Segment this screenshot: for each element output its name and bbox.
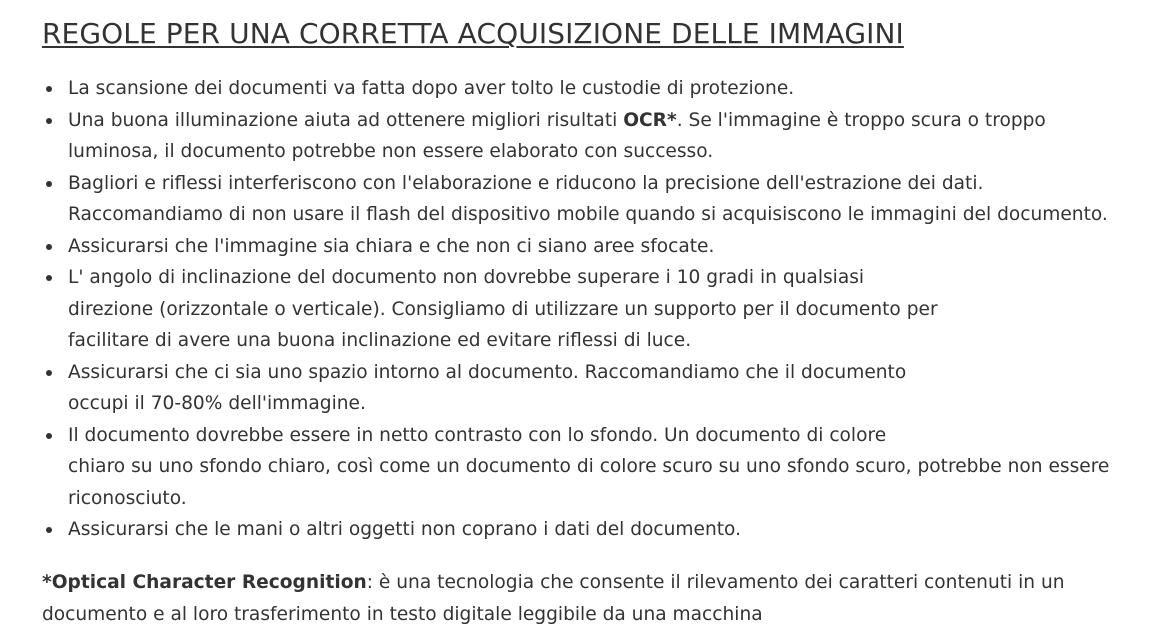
ocr-term: OCR* [623,110,677,131]
ocr-footnote [42,567,1162,630]
rule-text: Raccomandiamo di non usare il flash del dispositivo mobile quando si acquisiscono le immagini del documento. [68,199,1163,231]
rule-text: riconosciuto. [68,483,1163,515]
bullet-icon [46,433,52,439]
rule-text: Il documento dovrebbe essere in netto contrasto con lo sfondo. Un documento di colore [68,420,1163,452]
rule-item-angle [68,262,1163,357]
rule-item-margin [68,357,1163,420]
bullet-icon [46,244,52,250]
rule-item-lighting [68,105,1163,168]
rule-item-scan [68,73,1163,105]
footnote-line [42,567,1162,599]
rule-text: Assicurarsi che l'immagine sia chiara e che non ci siano aree sfocate. [68,231,1163,263]
rule-text-suffix: . Se l'immagine è troppo scura o troppo [677,110,1046,131]
rule-text-prefix: Una buona illuminazione aiuta ad ottenere migliori risultati [68,110,623,131]
rule-text: chiaro su uno sfondo chiaro, così come un documento di colore scuro su uno sfondo scuro, potrebbe non essere [68,451,1163,483]
rule-text: Assicurarsi che ci sia uno spazio intorno al documento. Raccomandiamo che il documento [68,357,1163,389]
rule-text: direzione (orizzontale o verticale). Consigliamo di utilizzare un supporto per il documento per [68,294,1163,326]
bullet-icon [46,181,52,187]
rules-list [68,73,1163,546]
rule-item-clarity [68,231,1163,263]
rule-text: L' angolo di inclinazione del documento non dovrebbe superare i 10 gradi in qualsiasi [68,262,1163,294]
rule-text [68,105,1163,137]
footnote-line: documento e al loro trasferimento in testo digitale leggibile da una macchina [42,599,1162,630]
rule-text: Bagliori e riflessi interferiscono con l'elaborazione e riducono la precisione dell'estrazione dei dati. [68,168,1163,200]
rule-text: La scansione dei documenti va fatta dopo aver tolto le custodie di protezione. [68,73,1163,105]
footnote-definition: : è una tecnologia che consente il rilevamento dei caratteri contenuti in un [367,572,1065,593]
rule-item-obstruction [68,514,1163,546]
footnote-term: *Optical Character Recognition [42,572,367,593]
rule-text: occupi il 70-80% dell'immagine. [68,388,1163,420]
bullet-icon [46,527,52,533]
rule-text: luminosa, il documento potrebbe non essere elaborato con successo. [68,136,1163,168]
rule-text: Assicurarsi che le mani o altri oggetti non coprano i dati del documento. [68,514,1163,546]
bullet-icon [46,275,52,281]
rule-text: facilitare di avere una buona inclinazione ed evitare riflessi di luce. [68,325,1163,357]
page-title: REGOLE PER UNA CORRETTA ACQUISIZIONE DELLE IMMAGINI [42,14,904,54]
rule-item-glare [68,168,1163,231]
bullet-icon [46,86,52,92]
rule-item-contrast [68,420,1163,515]
bullet-icon [46,118,52,124]
bullet-icon [46,370,52,376]
